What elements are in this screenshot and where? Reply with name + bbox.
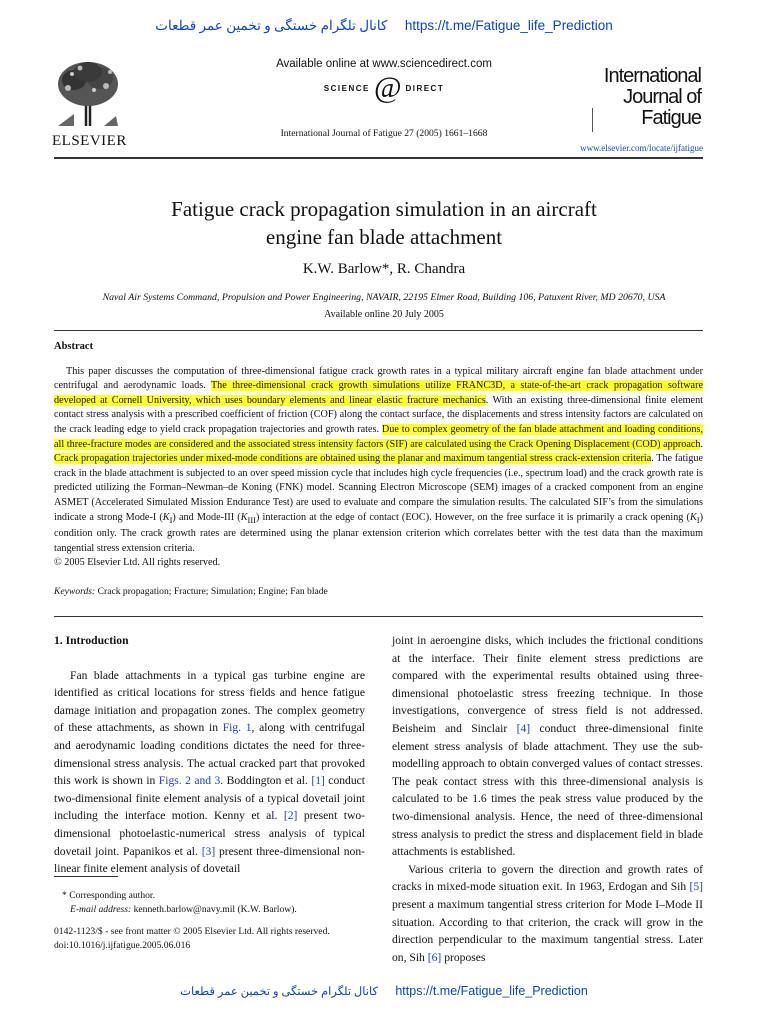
right-column — [392, 632, 703, 966]
section-heading: 1. Introduction — [54, 634, 129, 647]
elsevier-logo — [52, 58, 127, 150]
abstract-top-rule — [54, 330, 703, 331]
ref1-link[interactable]: [1] — [311, 774, 325, 788]
journal-logo: International Journal of Fatigue — [603, 65, 701, 129]
intro-paragraph-1: Fan blade attachments in a typical gas turbine engine are identified as critical locations for stress fields and hence fatigue damage initiation and propagation zones. The complex geometry of these attachments, as shown in Fig. 1, along with centrifugal and aerodynamic loading conditions dictates the need for three-dimensional stress analysis. The actual cracked part that provoked this work is shown in Figs. 2 and 3. Boddington et al. [1] conduct two-dimensional finite element analysis of a typical dovetail joint including the interface motion. Kenny et al. [2] present two-dimensional photoelastic-numerical stress analysis of typical dovetail joint. Papanikos et al. [3] present three-dimensional non-linear finite element analysis of dovetail — [54, 668, 365, 876]
copyright: © 2005 Elsevier Ltd. All rights reserved. — [54, 557, 221, 569]
bottom-banner — [0, 983, 768, 999]
corresponding-author: * Corresponding author. — [62, 890, 155, 901]
paper-title: Fatigue crack propagation simulation in an aircraft engine fan blade attachment — [171, 197, 597, 249]
fig1-link[interactable]: Fig. 1 — [222, 721, 252, 735]
keywords: Keywords: Crack propagation; Fracture; Simulation; Engine; Fan blade — [54, 585, 328, 597]
top-banner — [0, 18, 768, 34]
ref4-link[interactable]: [4] — [516, 721, 531, 735]
doi-line: doi:10.1016/j.ijfatigue.2005.06.016 — [54, 939, 191, 951]
highlight-franc3d: The three-dimensional crack growth simulations utilize FRANC3D, a state-of-the-art crack propagation software developed at Cornell University, which uses boundary elements and linear elastic fracture mechanics — [54, 380, 703, 406]
authors: K.W. Barlow*, R. Chandra — [302, 261, 466, 277]
journal-citation: International Journal of Fatigue 27 (2005) 1661–1668 — [280, 128, 488, 139]
email-line: E-mail address: kenneth.barlow@navy.mil (K.W. Barlow). — [70, 903, 297, 915]
at-icon: @ — [373, 71, 402, 104]
abstract-body: This paper discusses the computation of three-dimensional fatigue crack growth rates in a typical military aircraft engine fan blade attachment under centrifugal and aerodynamic loads. The three-dimensional crack growth simulations utilize FRANC3D, a state-of-the-art crack propagation software developed at Cornell University, which uses boundary elements and linear elastic fracture mechanics. With an existing three-dimensional finite element contact stress analysis with a prescribed coefficient of friction (COF) along the contact surface, the displacements and stress intensity factors are calculated on the crack leading edge to yield crack propagation trajectories and growth rates. Due to complex geometry of the fan blade attachment and loading conditions, all three-fracture modes are considered and the associated stress intensity factors (SIF) are calculated using the Crack Opening Displacement (COD) approach. Crack propagation trajectories under mixed-mode conditions are obtained using the planar and maximum tangential stress crack-extension criteria. The fatigue crack in the blade attachment is subjected to an over speed mission cycle that includes high cycle frequencies (i.e., spectrum load) and the crack growth rate is predicted utilizing the Forman–Newman–de Koning (FNK) model. Scanning Electron Microscope (SEM) images of a cracked component from an engine ASMET (Accelerated Simulated Mission Endurance Test) are used to evaluate and compare the simulation results. The calculated SIF’s from the simulations indicate a strong Mode-I $(K_I)$ and Mode-III $(K_{III})$ interaction at the edge of contact (EOC). However, on the free surface it is primarily a crack opening $(K_I)$ condition only. The crack growth rates are determined using the planar extension criterion which correlates better with the test data than the maximum tangential stress extension criteria. — [54, 365, 703, 554]
highlight-sif: Due to complex geometry of the fan blade attachment and loading conditions, all three-fracture modes are considered and the associated stress intensity factors (SIF) are calculated using the Crack Opening Displacement (COD) approach — [54, 423, 703, 450]
publisher-name: ELSEVIER — [52, 133, 127, 149]
ref5-link[interactable]: [5] — [689, 880, 703, 894]
abstract-heading: Abstract — [54, 341, 94, 352]
abstract — [54, 341, 703, 600]
sciencedirect-logo: SCIENCE @ DIRECT — [323, 71, 445, 104]
sciencedirect-header — [250, 58, 518, 104]
ref3-link[interactable]: [3] — [201, 844, 216, 858]
header-rule — [54, 157, 703, 159]
issn-line: 0142-1123/$ - see front matter © 2005 Elsevier Ltd. All rights reserved. — [54, 926, 330, 937]
intro-paragraph-continued: joint in aeroengine disks, which includes the frictional conditions at the interface. Their finite element stress predictions are compared with the experimental results obtained using three-dimensional photoelastic stress freezing technique. In those investigations, convergence of stress field is not addressed. Beisheim and Sinclair [4] conduct three-dimensional finite element stress analysis of blade attachment. They use the sub-modelling approach to obtain converged values of contact stresses. The peak contact stress with this three-dimensional analysis is calculated to be 1.6 times the peak stress value produced by the two-dimensional analysis. Hence, the need of three-dimensional stress analysis to predict the stress and displacement field in blade attachments is established. — [392, 634, 703, 859]
footnote — [54, 889, 365, 952]
available-online: Available online at www.sciencedirect.com — [276, 58, 492, 70]
abstract-bottom-rule — [54, 616, 703, 617]
left-column — [54, 632, 365, 878]
logo-divider — [592, 108, 593, 132]
telegram-channel-text: کانال تلگرام خستگی و تخمین عمر قطعات — [155, 18, 388, 33]
available-date: Available online 20 July 2005 — [324, 309, 444, 320]
footnote-rule — [54, 876, 118, 877]
journal-url[interactable]: www.elsevier.com/locate/ijfatigue — [580, 143, 703, 153]
intro-paragraph-2: Various criteria to govern the direction and growth rates of cracks in mixed-mode situation exit. In 1963, Erdogan and Sih [5] present a maximum tangential stress criterion for Mode I–Mode II situation. According to that criterion, the crack will grow in the direction perpendicular to the maximum tangential stress. Later on, Sih [6] proposes — [392, 862, 703, 964]
elsevier-tree-icon — [52, 58, 124, 128]
ref6-link[interactable]: [6] — [427, 950, 442, 964]
ref2-link[interactable]: [2] — [283, 809, 298, 823]
telegram-link-bottom[interactable]: https://t.me/Fatigue_life_Prediction — [395, 984, 588, 998]
telegram-link[interactable]: https://t.me/Fatigue_life_Prediction — [404, 18, 613, 33]
figs23-link[interactable]: Figs. 2 and 3 — [158, 774, 221, 788]
telegram-channel-text-bottom: کانال تلگرام خستگی و تخمین عمر قطعات — [180, 986, 378, 998]
highlight-trajectories: Crack propagation trajectories under mixed-mode conditions are obtained using the planar and maximum tangential stress crack-extension criteria — [54, 453, 652, 465]
affiliation: Naval Air Systems Command, Propulsion and Power Engineering, NAVAIR, 22195 Elmer Road, Building 106, Patuxent River, MD 20670, USA — [102, 292, 666, 303]
